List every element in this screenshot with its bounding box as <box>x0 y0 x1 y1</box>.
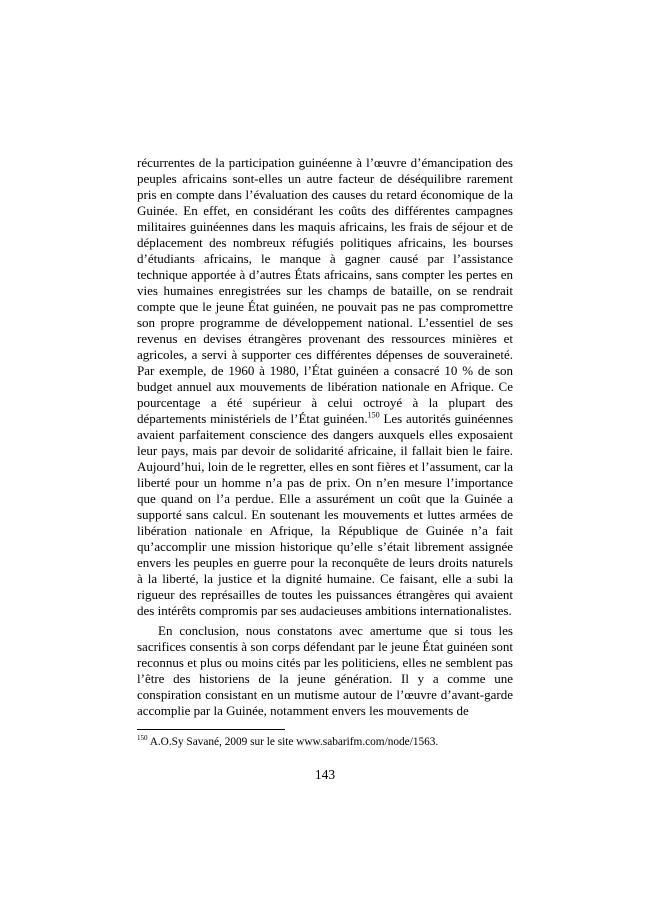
paragraph-main-text-continued: Les autorités guinéennes avaient parfaitement conscience des dangers auxquels elles exposaient leur pays, mais par devoir de solidarité africaine, il fallait bien le faire. Aujourd’hui, loin de le regretter, elles en sont fières et l’assument, car la liberté pour un homme n’a pas de prix. On n’en mesure l’importance que quand on l’a perdue. Elle a assurément un coût que la Guinée a supporté sans calcul. En soutenant les mouvements et luttes armées de libération nationale en Afrique, la République de Guinée n’a fait qu’accomplir une mission historique qu’elle s’était librement assignée envers les peuples en guerre pour la reconquête de leurs droits naturels à la liberté, la justice et la dignité humaine. Ce faisant, elle a subi la rigueur des représailles de toutes les puissances étrangères qui avaient des intérêts compromis par ses audacieuses ambitions internationalistes. <box>137 411 513 618</box>
page-number: 143 <box>314 767 336 782</box>
footnote-marker: 150 <box>137 734 148 743</box>
footnote-area <box>137 729 513 749</box>
footnote-separator <box>137 729 285 730</box>
paragraph-main <box>137 155 513 619</box>
footnote-reference: 150 <box>367 410 380 420</box>
footnote <box>137 735 513 749</box>
page-body <box>137 155 513 783</box>
footnote-text: A.O.Sy Savané, 2009 sur le site www.sabarifm.com/node/1563. <box>147 736 439 748</box>
paragraph-main-text: récurrentes de la participation guinéenne à l’œuvre d’émancipation des peuples africains sont-elles un autre facteur de déséquilibre rarement pris en compte dans l’évaluation des causes du retard économique de la Guinée. En effet, en considérant les coûts des différentes campagnes militaires guinéennes dans les maquis africains, les frais de séjour et de déplacement des nombreux réfugiés politiques africains, les bourses d’étudiants africains, le manque à gagner causé par l’assistance technique apportée à d’autres États africains, sans compter les pertes en vies humaines enregistrées sur les champs de bataille, on se rendrait compte que le jeune État guinéen, ne pouvait pas ne pas compromettre son propre programme de développement national. L’essentiel de ses revenus en devises étrangères provenant des ressources minières et agricoles, a servi à supporter ces différentes dépenses de souveraineté. Par exemple, de 1960 à 1980, l’État guinéen a consacré 10 % de son budget annuel aux mouvements de libération nationale en Afrique. Ce pourcentage a été supérieur à celui octroyé à la plupart des départements ministériels de l’État guinéen. <box>137 155 513 426</box>
paragraph-conclusion: En conclusion, nous constatons avec amertume que si tous les sacrifices consentis à son corps défendant par le jeune État guinéen sont reconnus et plus ou moins cités par les politiciens, elles ne semblent pas l’être des historiens de la jeune génération. Il y a comme une conspiration consistant en un mutisme autour de l’œuvre d’avant-garde accomplie par la Guinée, notamment envers les mouvements de <box>137 623 513 718</box>
